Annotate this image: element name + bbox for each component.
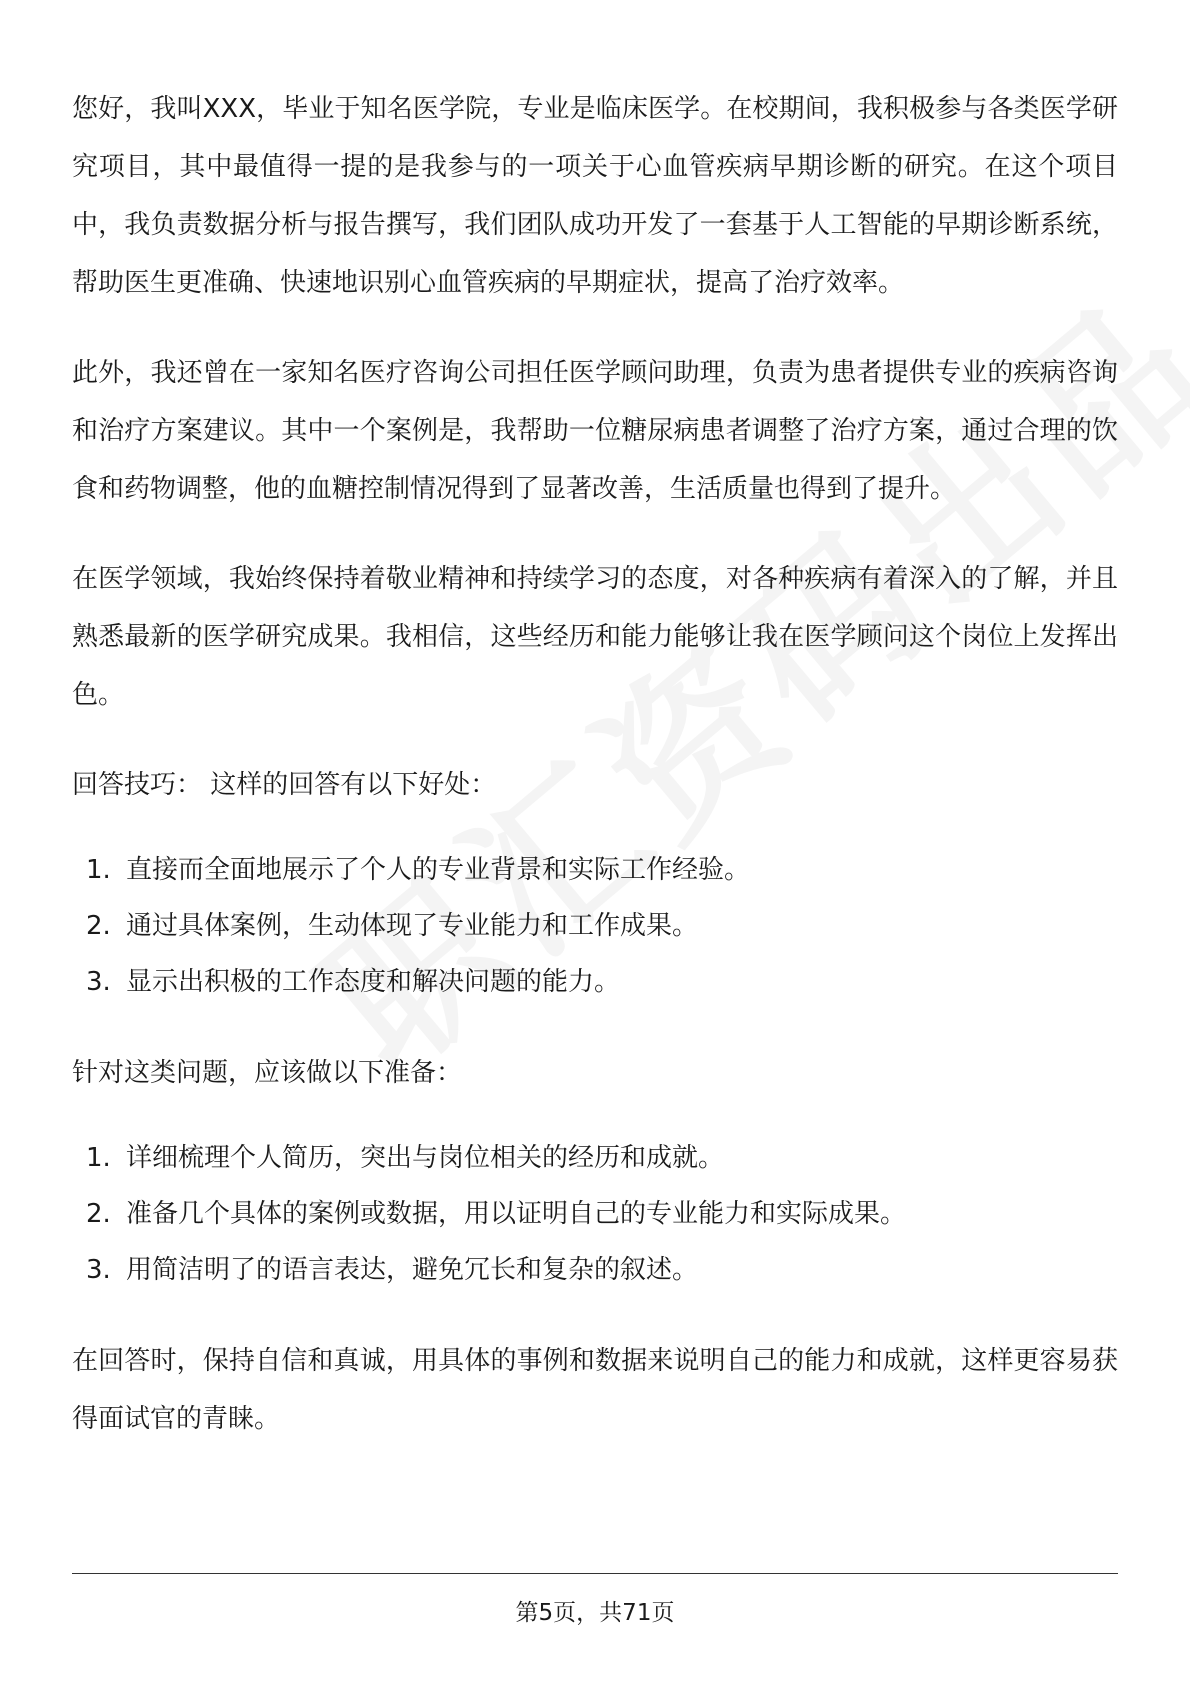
list-item-text: 通过具体案例，生动体现了专业能力和工作成果。 bbox=[126, 911, 699, 941]
paragraph-attitude: 在医学领域，我始终保持着敬业精神和持续学习的态度，对各种疾病有着深入的了解，并且熟悉最新的医学研究成果。我相信，这些经历和能力能够让我在医学顾问这个岗位上发挥出色。 bbox=[72, 564, 1118, 710]
document-body bbox=[72, 80, 1118, 1480]
paragraph-experience: 此外，我还曾在一家知名医疗咨询公司担任医学顾问助理，负责为患者提供专业的疾病咨询和治疗方案建议。其中一个案例是，我帮助一位糖尿病患者调整了治疗方案，通过合理的饮食和药物调整，他的血糖控制情况得到了显著改善，生活质量也得到了提升。 bbox=[72, 358, 1118, 504]
list-item-text: 准备几个具体的案例或数据，用以证明自己的专业能力和实际成果。 bbox=[126, 1199, 907, 1229]
list-item-number: 1. bbox=[86, 855, 111, 885]
footer-divider bbox=[72, 1573, 1118, 1574]
tips-list bbox=[72, 842, 1118, 1010]
paragraph-closing: 在回答时，保持自信和真诚，用具体的事例和数据来说明自己的能力和成就，这样更容易获得面试官的青睐。 bbox=[72, 1346, 1118, 1434]
list-item-number: 2. bbox=[86, 911, 111, 941]
list-item-number: 3. bbox=[86, 967, 111, 997]
list-item bbox=[86, 898, 1118, 954]
list-item bbox=[86, 1186, 1118, 1242]
prep-heading: 针对这类问题，应该做以下准备： bbox=[72, 1058, 463, 1088]
prep-list bbox=[72, 1130, 1118, 1298]
list-item-text: 显示出积极的工作态度和解决问题的能力。 bbox=[126, 967, 621, 997]
paragraph-intro: 您好，我叫XXX，毕业于知名医学院，专业是临床医学。在校期间，我积极参与各类医学研究项目，其中最值得一提的是我参与的一项关于心血管疾病早期诊断的研究。在这个项目中，我负责数据分析与报告撰写，我们团队成功开发了一套基于人工智能的早期诊断系统，帮助医生更准确、快速地识别心血管疾病的早期症状，提高了治疗效率。 bbox=[72, 94, 1118, 298]
list-item-text: 详细梳理个人简历，突出与岗位相关的经历和成就。 bbox=[126, 1143, 725, 1173]
page-number: 第5页，共71页 bbox=[515, 1600, 675, 1626]
tips-heading: 回答技巧： 这样的回答有以下好处： bbox=[72, 770, 497, 800]
list-item-number: 1. bbox=[86, 1143, 111, 1173]
list-item-number: 2. bbox=[86, 1199, 111, 1229]
list-item bbox=[86, 1242, 1118, 1298]
list-item-text: 直接而全面地展示了个人的专业背景和实际工作经验。 bbox=[126, 855, 751, 885]
list-item bbox=[86, 954, 1118, 1010]
list-item bbox=[86, 842, 1118, 898]
list-item bbox=[86, 1130, 1118, 1186]
list-item-number: 3. bbox=[86, 1255, 111, 1285]
list-item-text: 用简洁明了的语言表达，避免冗长和复杂的叙述。 bbox=[126, 1255, 699, 1285]
